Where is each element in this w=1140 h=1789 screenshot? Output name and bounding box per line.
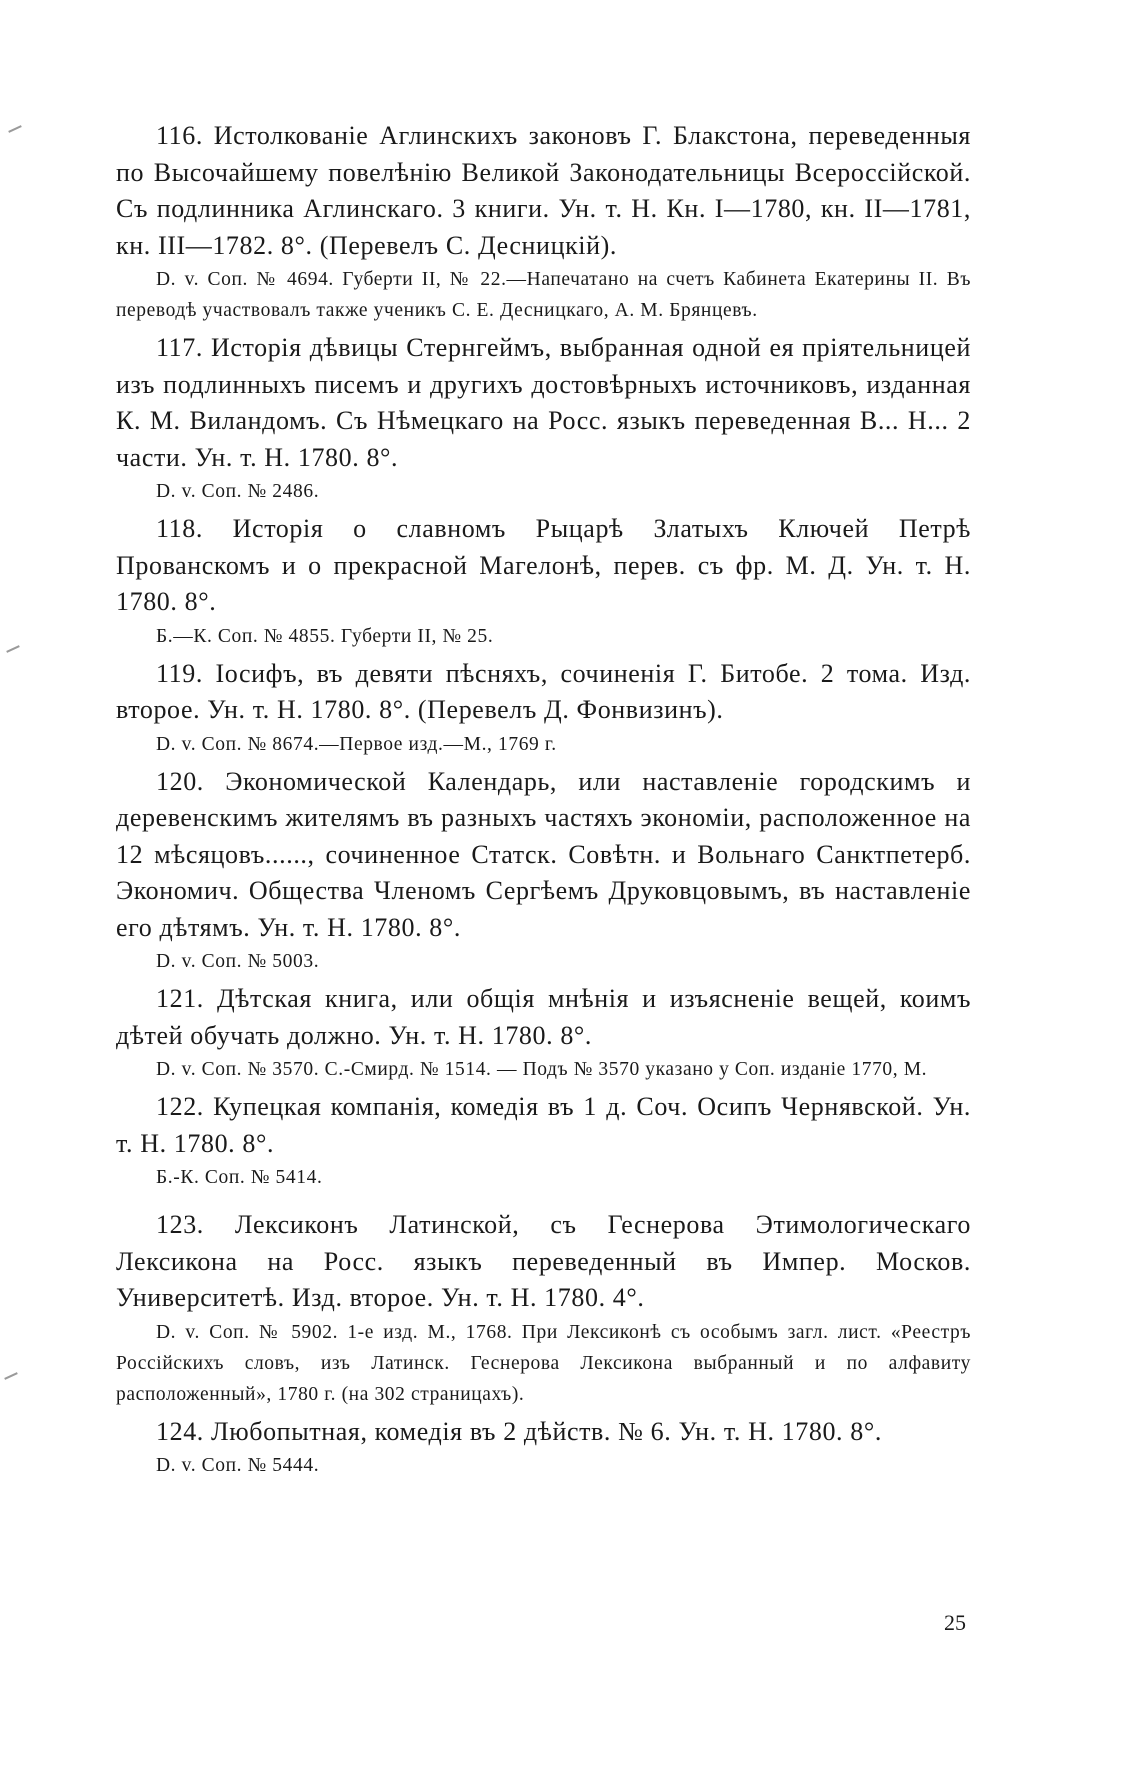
entry-122 — [116, 1089, 971, 1193]
entry-note: D. v. Соп. № 4694. Губерти II, № 22.—Напечатано на счетъ Кабинета Екатерины II. Въ переводѣ участвовалъ также ученикъ С. Е. Десницкаго, А. М. Брянцевъ. — [116, 269, 971, 321]
entry-123 — [116, 1207, 971, 1410]
entry-124 — [116, 1414, 971, 1482]
entry-note: Б.-К. Соп. № 5414. — [156, 1167, 323, 1188]
entry-119 — [116, 656, 971, 760]
margin-mark — [4, 1372, 18, 1380]
entry-title: 117. Исторія дѣвицы Стернгеймъ, выбранная одной ея пріятельницей изъ подлинныхъ писемъ и другихъ достовѣрныхъ источниковъ, изданная К. М. Виландомъ. Съ Нѣмецкаго на Росс. языкъ переведенная В... Н... 2 части. Ун. т. Н. 1780. 8°. — [116, 333, 971, 472]
entry-121 — [116, 981, 971, 1085]
entry-note: Б.—К. Соп. № 4855. Губерти II, № 25. — [156, 625, 494, 647]
entry-title: 119. Іосифъ, въ девяти пѣсняхъ, сочиненія Г. Битобе. 2 тома. Изд. второе. Ун. т. Н. 1780. 8°. (Перевелъ Д. Фонвизинъ). — [116, 658, 971, 724]
page-number: 25 — [944, 1610, 966, 1635]
entry-title: 118. Исторія о славномъ Рыцарѣ Златыхъ Ключей Петрѣ Прованскомъ и о прекрасной Магелонѣ, перев. съ фр. М. Д. Ун. т. Н. 1780. 8°. — [116, 514, 971, 616]
entry-117 — [116, 330, 971, 507]
entry-note: D. v. Соп. № 5003. — [156, 951, 320, 972]
bibliography-text — [116, 118, 971, 1485]
entry-118 — [116, 511, 971, 652]
entry-title: 121. Дѣтская книга, или общія мнѣнія и изъясненіе вещей, коимъ дѣтей обучать должно. Ун. т. Н. 1780. 8°. — [116, 984, 971, 1050]
entry-note: D. v. Соп. № 5444. — [156, 1455, 320, 1476]
entry-note: D. v. Соп. № 3570. С.-Смирд. № 1514. — Подъ № 3570 указано у Соп. изданіе 1770, М. — [156, 1059, 928, 1080]
entry-title: 116. Истолкованіе Аглинскихъ законовъ Г. Блакстона, переведенныя по Высочайшему повелѣнію Великой Законодательницы Всероссійской. Съ подлинника Аглинскаго. 3 книги. Ун. т. Н. Кн. I—1780, кн. II—1781, кн. III—1782. 8°. (Перевелъ С. Десницкій). — [116, 121, 971, 260]
entry-title: 123. Лексиконъ Латинской, съ Геснерова Этимологическаго Лексикона на Росс. языкъ переведенный въ Импер. Москов. Университетѣ. Изд. второе. Ун. т. Н. 1780. 4°. — [116, 1210, 971, 1312]
entry-note: D. v. Соп. № 8674.—Первое изд.—М., 1769 г. — [156, 733, 557, 755]
entry-120 — [116, 764, 971, 978]
entry-title: 124. Любопытная, комедія въ 2 дѣйств. № 6. Ун. т. Н. 1780. 8°. — [156, 1416, 882, 1446]
entry-title: 122. Купецкая компанія, комедія въ 1 д. Соч. Осипъ Чернявской. Ун. т. Н. 1780. 8°. — [116, 1092, 971, 1158]
margin-mark — [8, 125, 22, 133]
margin-mark — [6, 645, 20, 653]
entry-note: D. v. Соп. № 5902. 1-е изд. М., 1768. При Лексиконѣ съ особымъ загл. лист. «Реестръ Россійскихъ словъ, изъ Латинск. Геснерова Лексикона выбранный и по алфавиту расположенный», 1780 г. (на 302 страницахъ). — [116, 1321, 971, 1405]
entry-116 — [116, 118, 971, 326]
entry-note: D. v. Соп. № 2486. — [156, 481, 320, 502]
entry-title: 120. Экономической Календарь, или наставленіе городскимъ и деревенскимъ жителямъ въ разныхъ частяхъ экономіи, расположенное на 12 мѣсяцовъ......, сочиненное Статск. Совѣтн. и Вольнаго Санктпетерб. Экономич. Общества Членомъ Сергѣемъ Друковцовымъ, въ наставленіе его дѣтямъ. Ун. т. Н. 1780. 8°. — [116, 766, 971, 942]
